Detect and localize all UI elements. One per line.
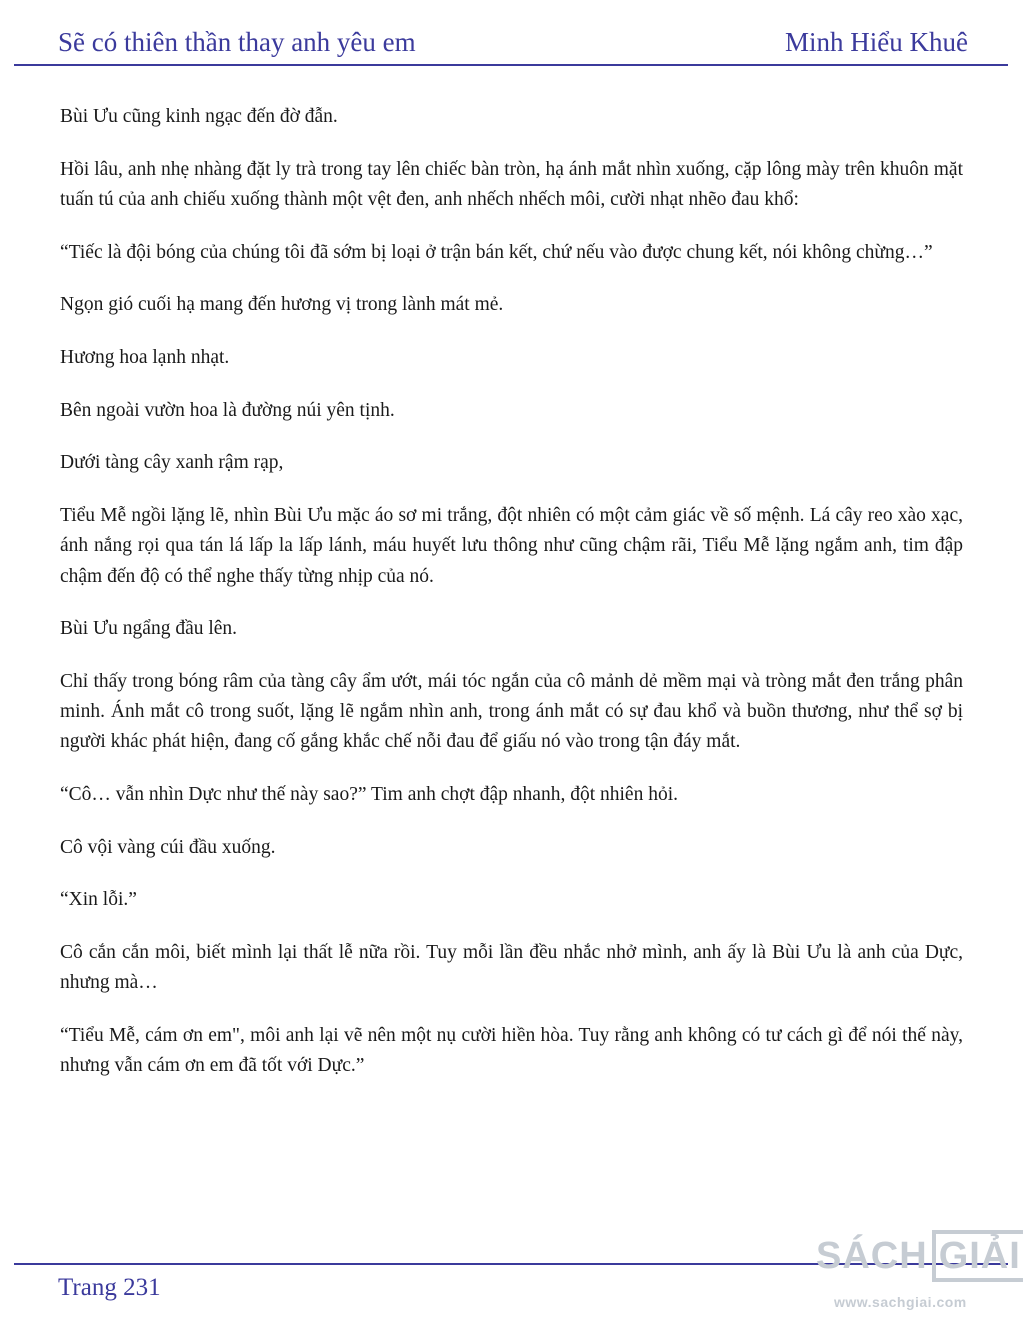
paragraph: Dưới tàng cây xanh rậm rạp, <box>60 452 284 474</box>
paragraph: “Tiếc là đội bóng của chúng tôi đã sớm bị loại ở trận bán kết, chứ nếu vào được chung kết, nói không chừng…” <box>60 241 933 263</box>
page-body <box>60 102 963 1104</box>
paragraph: Hồi lâu, anh nhẹ nhàng đặt ly trà trong tay lên chiếc bàn tròn, hạ ánh mắt nhìn xuống, cặp lông mày trên khuôn mặt tuấn tú của anh chiếu xuống thành một vệt đen, anh nhếch nhếch môi, cười nhạt nhẽo đau khổ: <box>60 158 963 210</box>
page-number: Trang 231 <box>58 1274 161 1301</box>
paragraph: Chỉ thấy trong bóng râm của tàng cây ẩm ướt, mái tóc ngắn của cô mảnh dẻ mềm mại và tròng mắt đen trắng phân minh. Ánh mắt cô trong suốt, lặng lẽ ngắm nhìn anh, trong ánh mắt có sự đau khổ và buồn thương, như thể sợ bị người khác phát hiện, đang cố gắng khắc chế nỗi đau để giấu nó vào trong tận đáy mắt. <box>60 670 963 753</box>
paragraph: “Cô… vẫn nhìn Dực như thế này sao?” Tim anh chợt đập nhanh, đột nhiên hỏi. <box>60 784 678 806</box>
watermark-logo-left: SÁCH <box>816 1235 928 1277</box>
header-divider <box>14 64 1008 66</box>
watermark-url: www.sachgiai.com <box>834 1294 967 1310</box>
paragraph: Bùi Ưu cũng kinh ngạc đến đờ đẫn. <box>60 106 338 127</box>
paragraph: Tiểu Mễ ngồi lặng lẽ, nhìn Bùi Ưu mặc áo sơ mi trắng, đột nhiên có một cảm giác về số mệnh. Lá cây reo xào xạc, ánh nắng rọi qua tán lá lấp la lấp lánh, máu huyết lưu thông như cũng chậm rãi, Tiểu Mễ lặng ngắm anh, tim đập chậm đến độ có thể nghe thấy từng nhịp của nó. <box>60 505 963 587</box>
paragraph: “Tiểu Mễ, cám ơn em", môi anh lại vẽ nên một nụ cười hiền hòa. Tuy rằng anh không có tư cách gì để nói thế này, nhưng vẫn cám ơn em đã tốt với Dực.” <box>60 1025 963 1077</box>
page-header <box>58 22 968 62</box>
paragraph: “Xin lỗi.” <box>60 889 137 911</box>
paragraph: Cô cắn cắn môi, biết mình lại thất lễ nữa rồi. Tuy mỗi lần đều nhắc nhở mình, anh ấy là Bùi Ưu là anh của Dực, nhưng mà… <box>60 942 963 994</box>
paragraph: Hương hoa lạnh nhạt. <box>60 347 230 369</box>
paragraph: Bùi Ưu ngẩng đầu lên. <box>60 618 238 640</box>
paragraph: Ngọn gió cuối hạ mang đến hương vị trong lành mát mẻ. <box>60 294 504 316</box>
paragraph: Bên ngoài vườn hoa là đường núi yên tịnh. <box>60 399 395 421</box>
author-name: Minh Hiểu Khuê <box>785 26 968 57</box>
paragraph: Cô vội vàng cúi đầu xuống. <box>60 836 276 858</box>
watermark-logo <box>816 1226 1024 1316</box>
book-title: Sẽ có thiên thần thay anh yêu em <box>58 26 416 57</box>
watermark-logo-right: GIẢI <box>932 1230 1023 1282</box>
watermark-logo-text <box>816 1226 1023 1286</box>
